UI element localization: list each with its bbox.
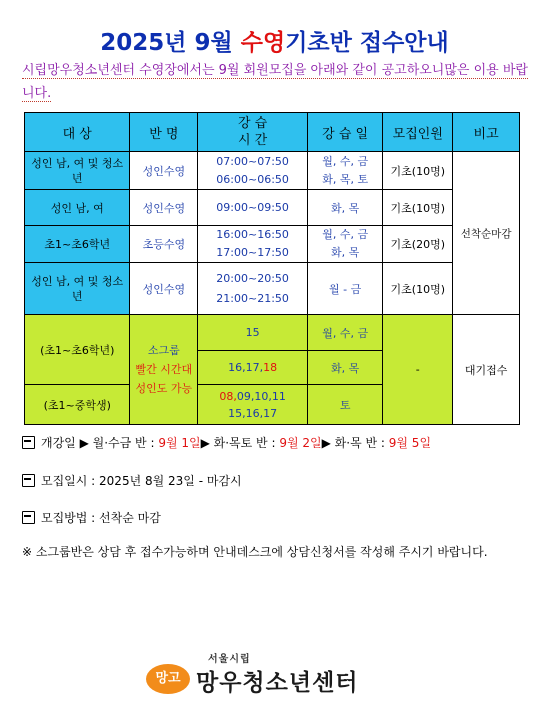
intro-text [22,59,532,105]
row-times [198,263,308,315]
note-text: ▶ 화·목토 반 : [200,436,276,450]
row-target: 성인 남, 여 및 청소년 [25,152,130,190]
note-date: 9월 5일 [388,436,432,450]
header-time-line1: 강 습 [237,116,268,131]
note-text: 개강일 ▶ 월·수금 반 : [41,436,155,450]
time-slot: 16:00~16:50 [216,228,289,241]
sg-time-2b: 18 [263,361,278,374]
table-row [25,263,520,315]
note-text: 모집일시 : 2025년 8월 23일 - 마감시 [41,474,242,488]
row-target: 성인 남, 여 [25,190,130,226]
note-recruit-period [22,472,242,489]
header-time [198,113,308,152]
row-days: 월 - 금 [307,263,382,315]
time-slot: 17:00~17:50 [216,246,289,259]
memo-icon [22,511,35,524]
center-logo [146,650,406,704]
memo-icon [22,474,35,487]
row-class: 성인수영 [130,190,198,226]
row-count: 기초(10명) [383,263,453,315]
row-times [198,152,308,190]
row-target: 성인 남, 여 및 청소년 [25,263,130,315]
note-date: 9월 1일 [158,436,201,450]
sg-days-2: 화, 목 [307,351,382,385]
header-remark: 비고 [453,113,520,152]
row-days [307,152,382,190]
table-row [25,226,520,263]
sg-time-3 [198,385,308,425]
page-title [0,24,549,57]
sg-time-3a: 08, [219,389,237,403]
row-times [198,226,308,263]
sg-target-1: (초1~초6학년) [25,315,130,385]
table-row [25,152,520,190]
sg-count: - [383,315,453,425]
day-slot: 화, 목, 토 [322,172,369,186]
header-time-line2: 시 간 [237,133,268,148]
memo-icon [22,436,35,449]
time-slot: 06:00~06:50 [216,172,289,186]
title-date: 2025년 9월 [100,30,233,56]
row-class: 성인수영 [130,152,198,190]
sg-class-line: 소그룹 [147,344,180,357]
note-text: ※ 소그룹반은 상담 후 접수가능하며 안내데스크에 상담신청서를 작성해 주시기 바랍니다. [22,545,488,559]
row-target: 초1~초6학년 [25,226,130,263]
row-count: 기초(10명) [383,152,453,190]
table-row [25,190,520,226]
title-swim: 수영 [240,30,286,56]
row-days [307,226,382,263]
note-recruit-method [22,509,161,526]
sg-class [130,315,198,425]
sg-days-1: 월, 수, 금 [307,315,382,351]
sg-time-2a: 16,17, [228,361,264,374]
sg-remark: 대기접수 [453,315,520,425]
sg-class-line: 빨간 시간대 [135,363,193,376]
row-times: 09:00~09:50 [198,190,308,226]
row-class: 성인수영 [130,263,198,315]
title-rest: 기초반 접수안내 [285,30,449,56]
row-class: 초등수영 [130,226,198,263]
time-slot: 20:00~20:50 [216,271,289,285]
sg-time-2 [198,351,308,385]
note-date: 9월 2일 [279,436,322,450]
header-days: 강 습 일 [307,113,382,152]
header-class: 반 명 [130,113,198,152]
day-slot: 화, 목 [331,246,360,259]
row-count: 기초(20명) [383,226,453,263]
time-slot: 21:00~21:50 [216,291,289,305]
row-days: 화, 목 [307,190,382,226]
row-count: 기초(10명) [383,190,453,226]
sg-class-line: 성인도 가능 [135,382,193,395]
intro-line: 시립망우청소년센터 수영장에서는 9월 회원모집을 아래와 같이 공고하오니많은 이용 바랍니다. [22,63,528,101]
day-slot: 월, 수, 금 [322,228,369,241]
sg-time-3b: 09,10,11 [236,389,286,403]
logo-name: 망우청소년센터 [196,670,359,696]
logo-small-text: 서울시립 [208,654,251,665]
sg-target-2: (초1~중학생) [25,385,130,425]
note-small-group [22,541,527,563]
day-slot: 월, 수, 금 [322,154,369,168]
schedule-table [24,112,520,425]
logo-badge: 망고 [146,664,190,694]
sg-time-1: 15 [198,315,308,351]
note-text: ▶ 화·목 반 : [321,436,385,450]
sg-time-3c: 15,16,17 [228,406,278,420]
time-slot: 07:00~07:50 [216,154,289,168]
header-target: 대 상 [25,113,130,152]
row-remark: 선착순마감 [453,152,520,315]
header-count: 모집인원 [383,113,453,152]
table-row-small-group [25,315,520,351]
table-header-row [25,113,520,152]
sg-days-3: 토 [307,385,382,425]
note-text: 모집방법 : 선착순 마감 [41,511,161,525]
note-start-date [22,434,431,451]
